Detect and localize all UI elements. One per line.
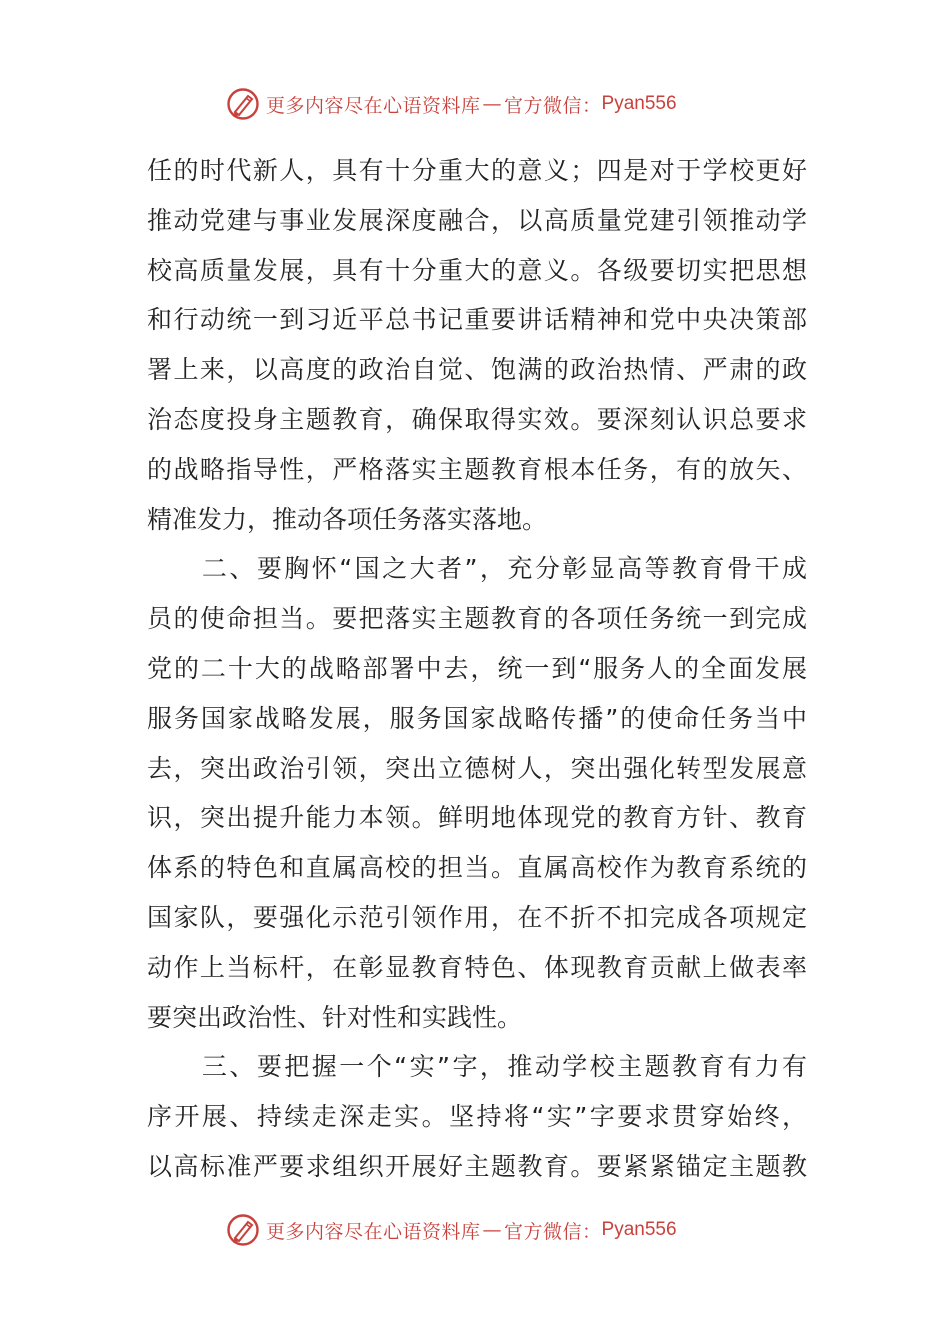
body-line: 任的时代新人，具有十分重大的意义；四是对于学校更好 <box>147 156 807 185</box>
body-line: 署上来，以高度的政治自觉、饱满的政治热情、严肃的政 <box>147 355 807 385</box>
footer-wechat-id: Pyan556 <box>601 1219 677 1240</box>
header-wechat-id: Pyan556 <box>601 93 677 114</box>
body-line: 精准发力，推动各项任务落实落地。 <box>147 504 548 534</box>
body-line: 二、要胸怀“国之大者”，充分彰显高等教育骨干成 <box>147 554 807 584</box>
header-banner <box>226 84 726 124</box>
body-line: 推动党建与事业发展深度融合，以高质量党建引领推动学 <box>147 205 807 235</box>
footer-site-text: 更多内容尽在心语资料库 <box>266 1220 481 1243</box>
body-line: 治态度投身主题教育，确保取得实效。要深刻认识总要求 <box>147 404 807 434</box>
pen-circle-icon <box>226 87 260 121</box>
footer-banner <box>226 1210 726 1250</box>
body-line: 校高质量发展，具有十分重大的意义。各级要切实把思想 <box>147 255 807 285</box>
body-line: 序开展、持续走深走实。坚持将“实”字要求贯穿始终， <box>147 1102 807 1132</box>
header-wechat-label: 官方微信： <box>504 94 602 117</box>
body-line: 党的二十大的战略部署中去，统一到“服务人的全面发展 <box>147 653 807 683</box>
body-line: 动作上当标杆，在彰显教育特色、体现教育贡献上做表率 <box>147 952 807 982</box>
body-line: 去，突出政治引领，突出立德树人，突出强化转型发展意 <box>147 753 807 783</box>
footer-wechat-label: 官方微信： <box>504 1220 602 1243</box>
body-line: 国家队，要强化示范引领作用，在不折不扣完成各项规定 <box>147 902 807 932</box>
body-line: 和行动统一到习近平总书记重要讲话精神和党中央决策部 <box>147 305 807 335</box>
body-line: 识，突出提升能力本领。鲜明地体现党的教育方针、教育 <box>147 803 807 833</box>
header-dash: — <box>482 93 503 115</box>
body-line: 员的使命担当。要把落实主题教育的各项任务统一到完成 <box>147 604 807 634</box>
pen-circle-icon <box>226 1213 260 1247</box>
footer-dash: — <box>482 1219 503 1241</box>
body-line: 服务国家战略发展，服务国家战略传播”的使命任务当中 <box>147 703 807 733</box>
body-line: 要突出政治性、针对性和实践性。 <box>147 1002 523 1032</box>
header-site-text: 更多内容尽在心语资料库 <box>266 94 481 117</box>
document-body <box>147 146 807 1192</box>
body-line: 体系的特色和直属高校的担当。直属高校作为教育系统的 <box>147 853 807 883</box>
body-line: 以高标准严要求组织开展好主题教育。要紧紧锚定主题教 <box>147 1151 807 1181</box>
body-line: 的战略指导性，严格落实主题教育根本任务，有的放矢、 <box>147 454 807 484</box>
body-line: 三、要把握一个“实”字，推动学校主题教育有力有 <box>147 1052 807 1082</box>
